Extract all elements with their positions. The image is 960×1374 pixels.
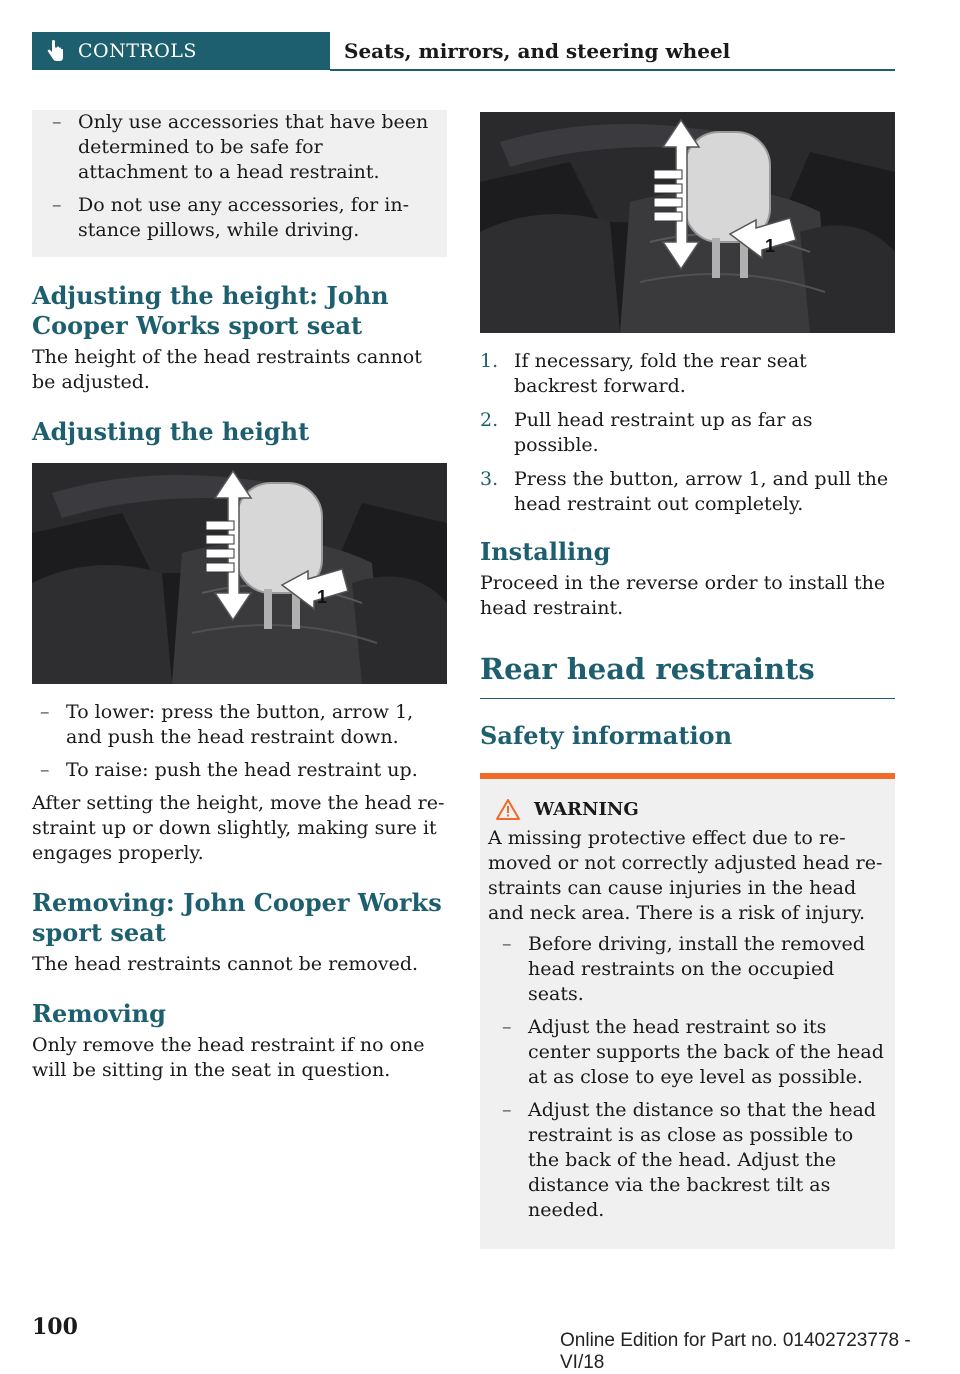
warning-item: – Before driving, install the removed head restraints on the occupied seats. [488,932,887,1007]
head-restraint-height-photo [32,463,447,684]
removal-steps [480,349,895,517]
warning-title: WARNING [534,799,639,820]
right-column [480,110,895,1249]
accessory-note-box [32,110,447,257]
paragraph-remove-jcw: The head restraints cannot be removed. [32,953,419,975]
head-restraint-removal-photo [480,112,895,333]
step-number: 1. [480,350,499,372]
paragraph-after-height: After setting the height, move the head restraint up or down slightly, making sure it engages properly. [32,792,445,864]
list-item [480,467,895,517]
left-column [32,110,447,1083]
note-item: – Only use accessories that have been determined to be safe for attachment to a head restraint. [44,110,435,185]
paragraph-jcw-height: The height of the head restraints cannot be adjusted. [32,346,422,393]
warning-item: – Adjust the distance so that the head restraint is as close as possible to the back of the head. Adjust the distance via the backrest tilt as needed. [488,1098,887,1223]
chapter-tab-label: CONTROLS [78,40,197,62]
heading-adjust-height: Adjusting the height [32,417,310,446]
chapter-tab [32,32,330,70]
warning-header [488,799,887,820]
height-item: – To raise: push the head restraint up. [32,758,447,783]
image-callout-label: 1 [765,236,776,256]
image-callout-label: 1 [317,587,328,607]
warning-item: – Adjust the head restraint so its center supports the back of the head at as close to eye level as possible. [488,1015,887,1090]
page-number: 100 [32,1314,78,1340]
warning-text: A missing protective effect due to removed or not correctly adjusted head restraints can cause injuries in the head and neck area. There is a risk of injury. [488,827,883,924]
height-item: – To lower: press the button, arrow 1, and push the head restraint down. [32,700,447,750]
paragraph-installing: Proceed in the reverse order to install the head restraint. [480,572,886,619]
paragraph-removing: Only remove the head restraint if no one will be sitting in the seat in question. [32,1034,425,1081]
warning-triangle-icon [496,799,520,820]
heading-installing: Installing [480,537,611,566]
heading-safety-information: Safety information [480,721,733,750]
heading-removing: Removing [32,999,166,1028]
section-title: Seats, mirrors, and steering wheel [344,39,731,63]
step-text: If necessary, fold the rear seat backrest forward. [514,350,807,397]
step-number: 2. [480,409,499,431]
heading-jcw-height: Adjusting the height: John Cooper Works sport seat [32,281,389,340]
page-header [32,32,895,70]
list-item [480,349,895,399]
header-rule [330,69,895,71]
heading-rule [480,698,895,699]
step-text: Pull head restraint up as far as possible. [514,409,813,456]
footer-edition: Online Edition for Part no. 01402723778 - VI/18 [560,1330,911,1373]
step-number: 3. [480,468,499,490]
heading-rear-head-restraints: Rear head restraints [480,652,815,686]
note-item: – Do not use any accessories, for instance pillows, while driving. [44,193,435,243]
hand-pointer-icon [46,40,64,62]
heading-remove-jcw: Removing: John Cooper Works sport seat [32,888,442,947]
step-text: Press the button, arrow 1, and pull the head restraint out completely. [514,468,889,515]
warning-box [480,773,895,1249]
list-item [480,408,895,458]
